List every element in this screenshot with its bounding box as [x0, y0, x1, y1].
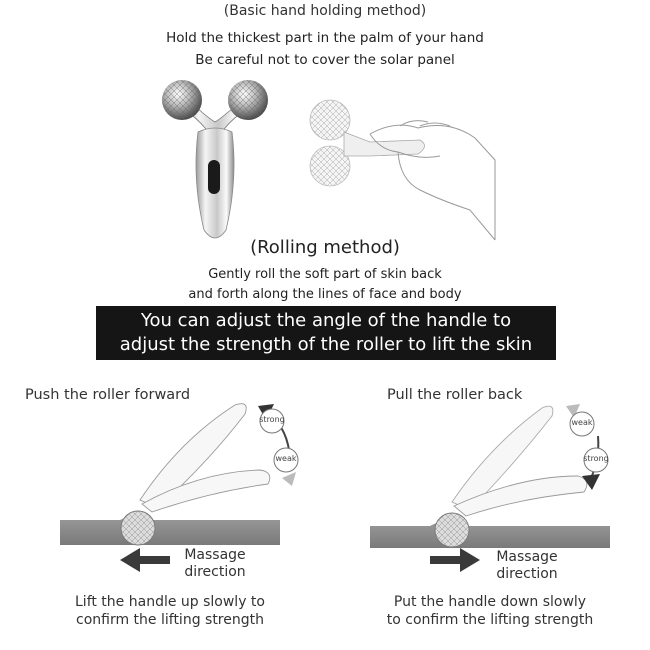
hand-holding-illustration	[300, 90, 500, 240]
angle-banner	[96, 306, 556, 360]
massage-right-line-1: Massage	[496, 549, 558, 565]
weak-badge-right-label: weak	[571, 418, 593, 427]
banner-line-2: adjust the strength of the roller to lift the skin	[119, 334, 533, 355]
strong-badge-right-label: strong	[583, 454, 609, 463]
massage-direction-left	[170, 547, 260, 581]
rolling-line-1: Gently roll the soft part of skin back	[208, 267, 442, 282]
instruction-line-1: Hold the thickest part in the palm of your hand	[166, 30, 484, 46]
push-forward-title: Push the roller forward	[25, 387, 191, 403]
left-caption	[40, 593, 300, 629]
left-caption-line-1: Lift the handle up slowly to	[75, 594, 265, 610]
pull-back-title: Pull the roller back	[387, 387, 523, 403]
massage-left-line-2: direction	[184, 564, 246, 580]
roller-product-illustration	[150, 70, 280, 250]
left-caption-line-2: confirm the lifting strength	[76, 612, 264, 628]
massage-right-line-2: direction	[496, 566, 558, 582]
rolling-method-title: (Rolling method)	[250, 237, 400, 258]
massage-left-line-1: Massage	[184, 547, 246, 563]
strong-badge-left-label: strong	[259, 415, 285, 424]
right-caption-line-2: to confirm the lifting strength	[386, 612, 594, 628]
right-caption-line-1: Put the handle down slowly	[393, 594, 587, 610]
weak-badge-left-label: weak	[275, 454, 297, 463]
banner-line-1: You can adjust the angle of the handle to	[140, 310, 512, 331]
right-caption	[355, 593, 625, 629]
instruction-line-2: Be careful not to cover the solar panel	[195, 52, 455, 68]
rolling-line-2: and forth along the lines of face and body	[188, 287, 462, 302]
basic-method-title: (Basic hand holding method)	[223, 3, 427, 19]
massage-direction-right	[482, 549, 572, 583]
